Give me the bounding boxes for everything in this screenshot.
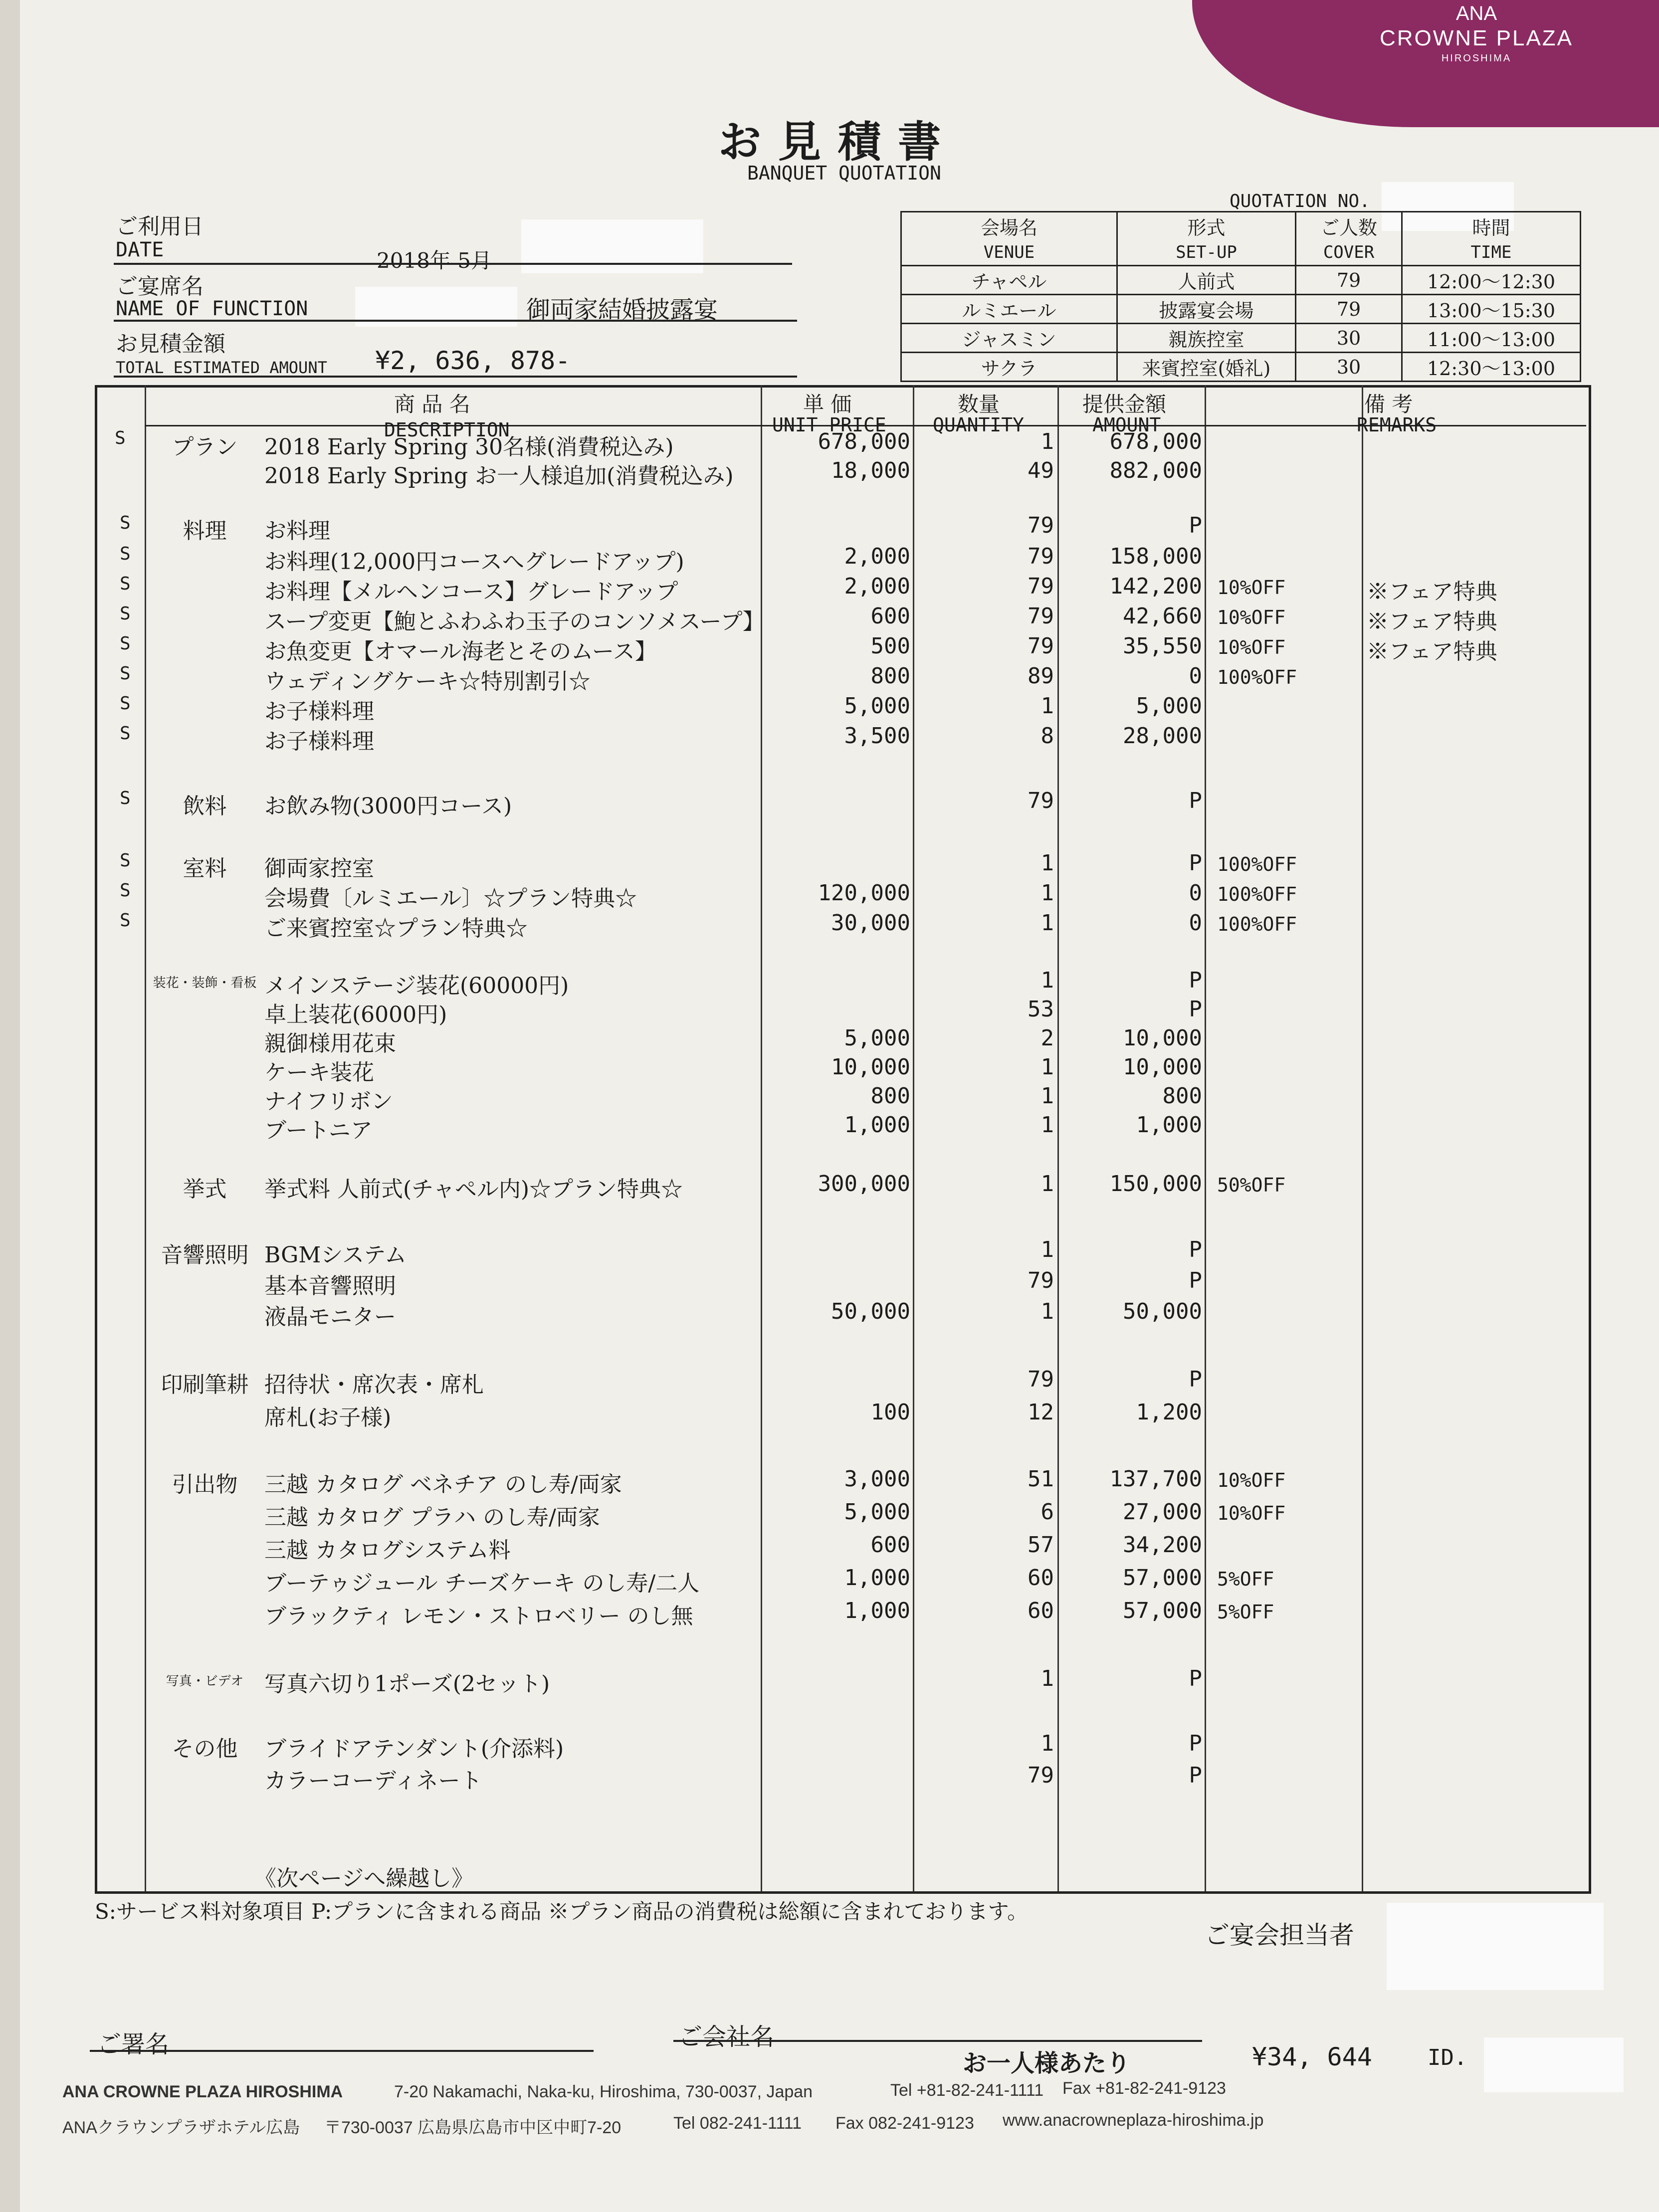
date-label-jp: ご利用日 [116,214,204,239]
item-quantity: 51 [1028,1466,1054,1492]
item-description: 御両家控室 [264,856,374,881]
venue-row [901,266,1581,295]
item-row [0,788,1659,818]
item-discount: 100%OFF [1217,883,1297,905]
header-desc-en: DESCRIPTION [384,419,510,441]
item-amount: 1,200 [1136,1400,1202,1425]
item-quantity: 1 [1040,880,1054,906]
item-description: ブーテゥジュール チーズケーキ のし寿/二人 [264,1571,700,1596]
venue-header-time-en: TIME [1402,240,1581,266]
item-amount: P [1189,1237,1202,1262]
item-category: 引出物 [172,1472,238,1497]
item-quantity: 57 [1028,1532,1054,1558]
item-description: お料理(12,000円コースへグレードアップ) [264,549,684,575]
amount-underline [114,376,797,378]
venue-header-cover-jp: ご人数 [1296,212,1402,240]
item-unit-price: 600 [870,603,910,629]
footer-website[interactable]: www.anacrowneplaza-hiroshima.jp [1003,2111,1264,2130]
item-row [0,513,1659,543]
item-amount: P [1189,1731,1202,1756]
item-amount: 882,000 [1109,458,1202,483]
venue-header-setup-jp: 形式 [1117,212,1296,240]
item-discount: 50%OFF [1217,1174,1286,1196]
signature-line[interactable] [90,2050,594,2052]
item-description: 2018 Early Spring 30名様(消費税込み) [264,434,674,460]
item-description: お料理【メルヘンコース】グレードアップ [264,579,678,604]
item-row [0,1499,1659,1529]
item-description: 写真六切り1ポーズ(2セット) [264,1671,550,1697]
item-quantity: 79 [1028,1268,1054,1293]
venue-cover: 79 [1296,295,1402,324]
item-remarks: ※フェア特典 [1367,639,1497,664]
item-row [0,1466,1659,1496]
venue-header-venue-jp: 会場名 [901,212,1117,240]
item-row [0,1731,1659,1761]
item-row [0,458,1659,488]
item-quantity: 1 [1040,1666,1054,1691]
item-row [0,544,1659,574]
item-quantity: 60 [1028,1565,1054,1591]
footer-tel-en: Tel +81-82-241-1111 [890,2081,1044,2100]
item-quantity: 79 [1028,603,1054,629]
item-row [0,880,1659,910]
item-description: ブートニア [264,1118,373,1143]
item-unit-price: 5,000 [844,1499,910,1525]
venue-time: 11:00〜13:00 [1402,324,1581,353]
item-unit-price: 10,000 [831,1054,910,1080]
venue-cover: 79 [1296,266,1402,295]
item-unit-price: 3,500 [844,723,910,749]
header-qty-en: QUANTITY [933,414,1025,436]
item-amount: P [1189,1763,1202,1788]
item-amount: 34,200 [1123,1532,1202,1558]
venue-header-row-en [901,240,1581,266]
item-category: 音響照明 [161,1242,249,1268]
item-amount: 10,000 [1123,1054,1202,1080]
redaction-date-day [521,219,703,273]
item-description: 席札(お子様) [264,1405,392,1430]
venue-name: ルミエール [901,295,1117,324]
item-quantity: 49 [1028,458,1054,483]
function-underline [114,320,797,322]
item-quantity: 60 [1028,1598,1054,1623]
item-unit-price: 18,000 [831,458,910,483]
venue-name: チャペル [901,266,1117,295]
header-remarks-jp: 備 考 [1364,392,1413,416]
header-s: S [115,428,126,448]
venue-name: サクラ [901,353,1117,382]
item-discount: 10%OFF [1217,606,1286,628]
staff-label: ご宴会担当者 [1205,1921,1354,1950]
item-description: ナイフリボン [264,1089,393,1114]
item-quantity: 89 [1028,663,1054,689]
item-description: 三越 カタログ プラハ のし寿/両家 [264,1505,600,1530]
item-discount: 10%OFF [1217,1469,1286,1491]
item-unit-price: 5,000 [844,693,910,719]
item-unit-price: 300,000 [818,1171,910,1197]
item-row [0,1299,1659,1329]
item-amount: P [1189,968,1202,993]
item-discount: 100%OFF [1217,853,1297,875]
item-description: カラーコーディネート [264,1768,482,1794]
item-quantity: 1 [1040,429,1054,454]
item-description: 基本音響照明 [264,1273,396,1299]
item-description: お子様料理 [264,729,374,754]
item-row [0,663,1659,693]
header-amount-jp: 提供金額 [1082,392,1167,416]
item-unit-price: 600 [870,1532,910,1558]
item-description: メインステージ装花(60000円) [264,973,569,999]
amount-label-en: TOTAL ESTIMATED AMOUNT [116,358,327,377]
venue-setup: 披露宴会場 [1117,295,1296,324]
amount-label-jp: お見積金額 [116,331,225,357]
item-unit-price: 500 [870,633,910,659]
venue-header-row-jp [901,212,1581,240]
item-row [0,723,1659,753]
item-row [0,1112,1659,1142]
redaction-staff [1387,1903,1604,1990]
item-quantity: 2 [1040,1025,1054,1051]
item-description: ウェディングケーキ☆特別割引☆ [264,669,591,694]
date-underline [114,263,792,265]
header-qty-jp: 数量 [958,392,1000,416]
venue-header-cover-en: COVER [1296,240,1402,266]
item-unit-price: 2,000 [844,574,910,599]
header-desc-jp: 商 品 名 [394,392,470,416]
item-description: 2018 Early Spring お一人様追加(消費税込み) [264,463,734,489]
item-amount: 800 [1162,1083,1202,1109]
function-label-en: NAME OF FUNCTION [116,297,308,320]
item-quantity: 53 [1028,997,1054,1022]
item-unit-price: 5,000 [844,1025,910,1051]
item-row [0,1666,1659,1696]
item-description: ご来賓控室☆プラン特典☆ [264,916,528,941]
venue-table [900,211,1581,382]
item-amount: 28,000 [1123,723,1202,749]
item-quantity: 12 [1028,1400,1054,1425]
venue-row [901,295,1581,324]
item-discount: 100%OFF [1217,666,1297,688]
venue-header-setup-en: SET-UP [1117,240,1296,266]
item-description: 三越 カタログシステム料 [264,1538,511,1563]
venue-setup: 来賓控室(婚礼) [1117,353,1296,382]
item-amount: 158,000 [1109,544,1202,569]
item-description: お子様料理 [264,699,374,724]
item-row [0,850,1659,880]
item-category: 室料 [183,856,227,881]
header-price-en: UNIT PRICE [772,414,886,436]
venue-time: 12:00〜12:30 [1402,266,1581,295]
item-service-flag: S [120,880,131,901]
logo-line-1: ANA [1455,2,1497,24]
item-unit-price: 120,000 [818,880,910,906]
item-category: 挙式 [183,1177,227,1202]
item-unit-price: 1,000 [844,1112,910,1138]
item-quantity: 79 [1028,544,1054,569]
item-row [0,1237,1659,1267]
item-row [0,1171,1659,1201]
item-quantity: 1 [1040,850,1054,876]
item-category: 印刷筆耕 [161,1372,249,1398]
item-service-flag: S [120,574,131,594]
item-row [0,1025,1659,1055]
item-row [0,1054,1659,1084]
footer-fax-jp: Fax 082-241-9123 [835,2114,974,2133]
item-quantity: 1 [1040,693,1054,719]
item-unit-price: 1,000 [844,1598,910,1623]
item-amount: 1,000 [1136,1112,1202,1138]
function-label-jp: ご宴席名 [116,274,204,299]
item-discount: 5%OFF [1217,1601,1274,1623]
item-service-flag: S [120,513,131,533]
quotation-no-label: QUOTATION NO. [1230,191,1370,211]
item-remarks: ※フェア特典 [1367,579,1497,604]
item-description: お料理 [264,518,330,544]
header-amount-en: AMOUNT [1092,414,1161,436]
item-remarks: ※フェア特典 [1367,609,1497,634]
venue-name: ジャスミン [901,324,1117,353]
item-amount: 27,000 [1123,1499,1202,1525]
redaction-id [1484,2037,1624,2092]
item-quantity: 8 [1040,723,1054,749]
item-amount: 5,000 [1136,693,1202,719]
item-amount: 0 [1189,880,1202,906]
item-unit-price: 800 [870,663,910,689]
item-discount: 10%OFF [1217,636,1286,658]
venue-time: 13:00〜15:30 [1402,295,1581,324]
item-amount: P [1189,997,1202,1022]
item-amount: 150,000 [1109,1171,1202,1197]
item-row [0,1763,1659,1793]
item-row [0,1532,1659,1562]
item-discount: 100%OFF [1217,913,1297,935]
item-row [0,429,1659,459]
footer-hotel-name-en: ANA CROWNE PLAZA HIROSHIMA [62,2082,343,2101]
item-amount: 35,550 [1123,633,1202,659]
item-amount: 57,000 [1123,1598,1202,1623]
item-quantity: 1 [1040,1171,1054,1197]
item-quantity: 79 [1028,574,1054,599]
item-category: 料理 [183,518,227,544]
item-discount: 10%OFF [1217,577,1286,599]
logo-line-3: HIROSHIMA [1441,53,1512,64]
item-row [0,1268,1659,1298]
company-line[interactable] [673,2040,1202,2042]
item-amount: P [1189,788,1202,813]
item-unit-price: 678,000 [818,429,910,454]
item-description: 卓上装花(6000円) [264,1002,447,1027]
item-row [0,574,1659,603]
item-description: スープ変更【鮑とふわふわ玉子のコンソメスープ】 [264,609,765,634]
item-amount: 42,660 [1123,603,1202,629]
footer-address-jp: 〒730-0037 広島県広島市中区中町7-20 [324,2118,622,2137]
item-unit-price: 50,000 [831,1299,910,1324]
item-amount: P [1189,1367,1202,1392]
item-row [0,910,1659,940]
item-row [0,1400,1659,1429]
item-service-flag: S [120,850,131,871]
carry-over-note: 《次ページへ繰越し》 [254,1866,474,1891]
item-quantity: 79 [1028,513,1054,538]
date-label-en: DATE [116,238,164,261]
item-row [0,1565,1659,1595]
item-amount: 57,000 [1123,1565,1202,1591]
item-amount: P [1189,850,1202,876]
item-unit-price: 3,000 [844,1466,910,1492]
item-unit-price: 2,000 [844,544,910,569]
item-service-flag: S [120,910,131,931]
item-quantity: 79 [1028,633,1054,659]
document-title: お見積書 [718,117,958,167]
venue-cover: 30 [1296,353,1402,382]
item-quantity: 1 [1040,910,1054,936]
item-amount: 50,000 [1123,1299,1202,1324]
header-remarks-en: REMARKS [1357,414,1437,436]
item-quantity: 79 [1028,1367,1054,1392]
id-label: ID. [1428,2045,1467,2070]
item-service-flag: S [120,633,131,654]
item-quantity: 1 [1040,1731,1054,1756]
item-description: お飲み物(3000円コース) [264,794,512,819]
item-discount: 10%OFF [1217,1502,1286,1524]
item-category: 装花・装飾・看板 [153,976,257,991]
item-service-flag: S [120,723,131,744]
item-description: BGMシステム [264,1242,407,1268]
footer-hotel-name-jp: ANAクラウンプラザホテル広島 [62,2118,300,2137]
venue-row [901,353,1581,382]
document-subtitle: BANQUET QUOTATION [747,162,941,184]
logo-line-2: CROWNE PLAZA [1379,26,1574,50]
item-discount: 5%OFF [1217,1568,1274,1590]
item-amount: 10,000 [1123,1025,1202,1051]
legend-note: S:サービス料対象項目 P:プランに含まれる商品 ※プラン商品の消費税は総額に含まれております。 [95,1899,1029,1924]
venue-header-venue-en: VENUE [901,240,1117,266]
signature-label: ご署名 [97,2030,170,2058]
item-row [0,1367,1659,1397]
item-row [0,603,1659,633]
header-price-jp: 単 価 [803,392,852,416]
venue-setup: 親族控室 [1117,324,1296,353]
amount-value: ¥2, 636, 878- [375,346,571,375]
item-amount: 0 [1189,910,1202,936]
item-description: 招待状・席次表・席札 [264,1372,484,1398]
function-value: 御両家結婚披露宴 [526,296,718,324]
item-quantity: 1 [1040,1083,1054,1109]
item-amount: P [1189,513,1202,538]
item-category: その他 [172,1736,238,1762]
item-row [0,1083,1659,1113]
item-description: 親御様用花束 [264,1031,396,1056]
item-row [0,693,1659,723]
item-amount: 142,200 [1109,574,1202,599]
item-category: 飲料 [183,794,227,819]
item-description: ブラックティ レモン・ストロベリー のし無 [264,1604,693,1629]
item-amount: 137,700 [1109,1466,1202,1492]
item-quantity: 1 [1040,1237,1054,1262]
footer-address-en: 7-20 Nakamachi, Naka-ku, Hiroshima, 730-0037, Japan [394,2082,813,2101]
item-amount: P [1189,1268,1202,1293]
item-service-flag: S [120,788,131,808]
item-amount: 0 [1189,663,1202,689]
footer-fax-en: Fax +81-82-241-9123 [1062,2079,1226,2098]
per-person-label: お一人様あたり [963,2049,1131,2077]
item-quantity: 1 [1040,1112,1054,1138]
item-description: 液晶モニター [264,1304,396,1330]
item-description: 挙式料 人前式(チャペル内)☆プラン特典☆ [264,1177,683,1202]
item-description: 三越 カタログ ベネチア のし寿/両家 [264,1472,622,1497]
item-service-flag: S [120,603,131,624]
venue-setup: 人前式 [1117,266,1296,295]
item-description: ケーキ装花 [264,1060,374,1085]
venue-header-time-jp: 時間 [1402,212,1581,240]
date-value: 2018年 5月 [377,248,492,273]
item-description: 会場費〔ルミエール〕☆プラン特典☆ [264,886,637,911]
item-quantity: 1 [1040,1054,1054,1080]
item-service-flag: S [120,693,131,714]
item-description: お魚変更【オマール海老とそのムース】 [264,639,657,664]
item-category: プラン [172,434,238,460]
company-label: ご会社名 [678,2023,775,2051]
per-person-value: ¥34, 644 [1252,2042,1372,2071]
item-quantity: 79 [1028,788,1054,813]
item-amount: 678,000 [1109,429,1202,454]
item-row [0,1598,1659,1628]
venue-cover: 30 [1296,324,1402,353]
item-row [0,968,1659,998]
item-quantity: 1 [1040,1299,1054,1324]
item-category: 写真・ビデオ [166,1674,244,1689]
item-quantity: 79 [1028,1763,1054,1788]
item-quantity: 1 [1040,968,1054,993]
item-description: ブライドアテンダント(介添料) [264,1736,564,1762]
item-row [0,997,1659,1026]
item-unit-price: 800 [870,1083,910,1109]
item-service-flag: S [120,544,131,564]
venue-time: 12:30〜13:00 [1402,353,1581,382]
venue-row [901,324,1581,353]
item-unit-price: 100 [870,1400,910,1425]
item-unit-price: 1,000 [844,1565,910,1591]
footer-tel-jp: Tel 082-241-1111 [673,2114,802,2133]
item-row [0,633,1659,663]
item-service-flag: S [120,663,131,684]
item-quantity: 6 [1040,1499,1054,1525]
item-unit-price: 30,000 [831,910,910,936]
item-amount: P [1189,1666,1202,1691]
